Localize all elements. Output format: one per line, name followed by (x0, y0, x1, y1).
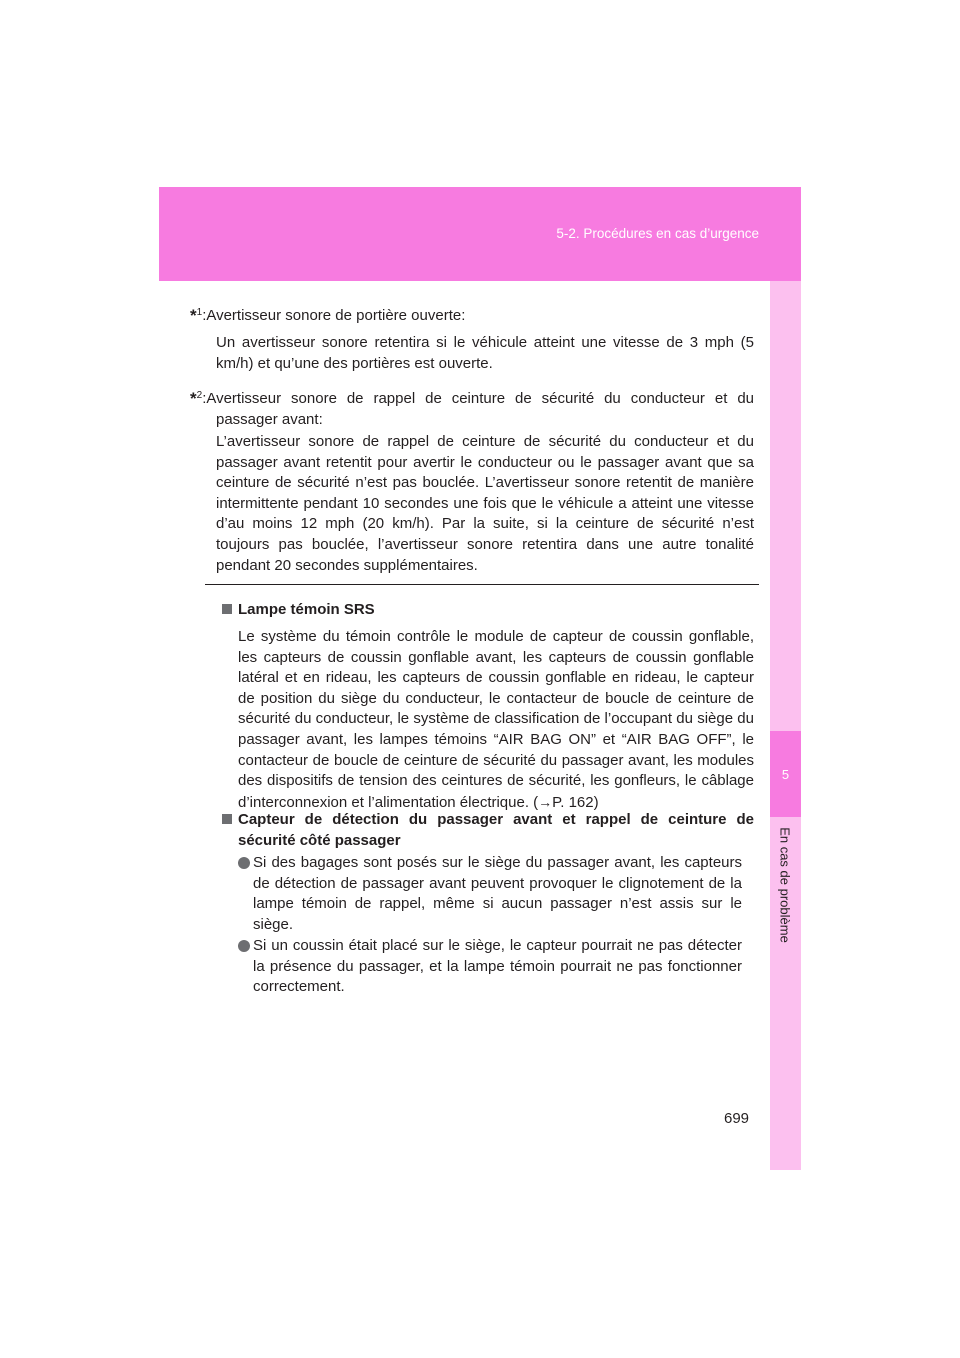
footnote-number: 2 (196, 390, 203, 401)
footnote-heading: :Avertisseur sonore de rappel de ceinture de sécurité du conducteur et du passager avant: (202, 390, 754, 428)
footnote-2-body: L’avertisseur sonore de rappel de ceinture de sécurité du conducteur et du passager avant retentit pour avertir le conducteur ou le passager avant que sa ceinture de sécurité n’est pas bouclée. L’avertisseur sonore retentit de manière intermittente pendant 10 secondes une fois que le véhicule a atteint une vitesse d’au moins 12 mph (20 km/h). Par la suite, si la ceinture de sécurité n’est toujours pas bouclée, l’avertisseur sonore retentira dans une autre tonalité pendant 20 secondes supplémentaires. (216, 433, 754, 574)
list-item (238, 936, 742, 998)
footnote-1-body: Un avertisseur sonore retentira si le véhicule atteint une vitesse de 3 mph (5 km/h) et qu’une des portières est ouverte. (216, 334, 754, 372)
footnote-heading: :Avertisseur sonore de portière ouverte: (202, 307, 466, 324)
section-1-title (222, 600, 754, 621)
list-item (238, 853, 742, 935)
chapter-title: En cas de problème (777, 827, 793, 943)
square-bullet-icon (222, 814, 232, 824)
page-number: 699 (724, 1110, 750, 1127)
footnote-marker: * (190, 389, 197, 408)
list-item-text: Si des bagages sont posés sur le siège du passager avant, les capteurs de détection de passager avant peuvent provoquer le clignotement de la lampe témoin de rappel, même si aucun passager n’est assis sur le siège. (253, 854, 742, 933)
section-body-text: Le système du témoin contrôle le module de capteur de coussin gonflable, les capteurs de coussin gonflable avant, les capteurs de coussin gonflable latéral et en rideau, les capteurs de coussin gonflable en rideau, le capteur de position du siège du conducteur, le contacteur de boucle de ceinture de sécurité du conducteur, le système de classification de l’occupant du siège du passager avant, les lampes témoins “AIR BAG ON” et “AIR BAG OFF”, le contacteur de boucle de ceinture de sécurité du passager avant, les modules des dispositifs de tension des ceintures de sécurité, les gonfleurs, le câblage d’interconnexion et l’alimentation électrique. ( (238, 628, 754, 811)
section-title-text: Capteur de détection du passager avant et rappel de ceinture de sécurité côté passager (238, 811, 754, 849)
section-1-body (238, 627, 754, 813)
round-bullet-icon (238, 857, 250, 869)
footnote-1-heading (190, 303, 770, 327)
section-2-title (222, 810, 754, 851)
footnote-number: 1 (196, 307, 203, 318)
page-reference-link[interactable]: P. 162) (552, 793, 599, 811)
round-bullet-icon (238, 940, 250, 952)
section-title-text: Lampe témoin SRS (238, 601, 375, 618)
list-item-text: Si un coussin était placé sur le siège, le capteur pourrait ne pas détecter la présence du passager, et la lampe témoin pourrait ne pas fonctionner correctement. (253, 937, 742, 996)
footnote-marker: * (190, 306, 197, 325)
section-title: 5-2. Procédures en cas d’urgence (556, 226, 759, 241)
square-bullet-icon (222, 604, 232, 614)
chapter-number: 5 (781, 766, 790, 782)
arrow-right-icon: → (538, 793, 553, 810)
section-divider (205, 584, 759, 585)
footnote-2-heading (190, 386, 754, 430)
